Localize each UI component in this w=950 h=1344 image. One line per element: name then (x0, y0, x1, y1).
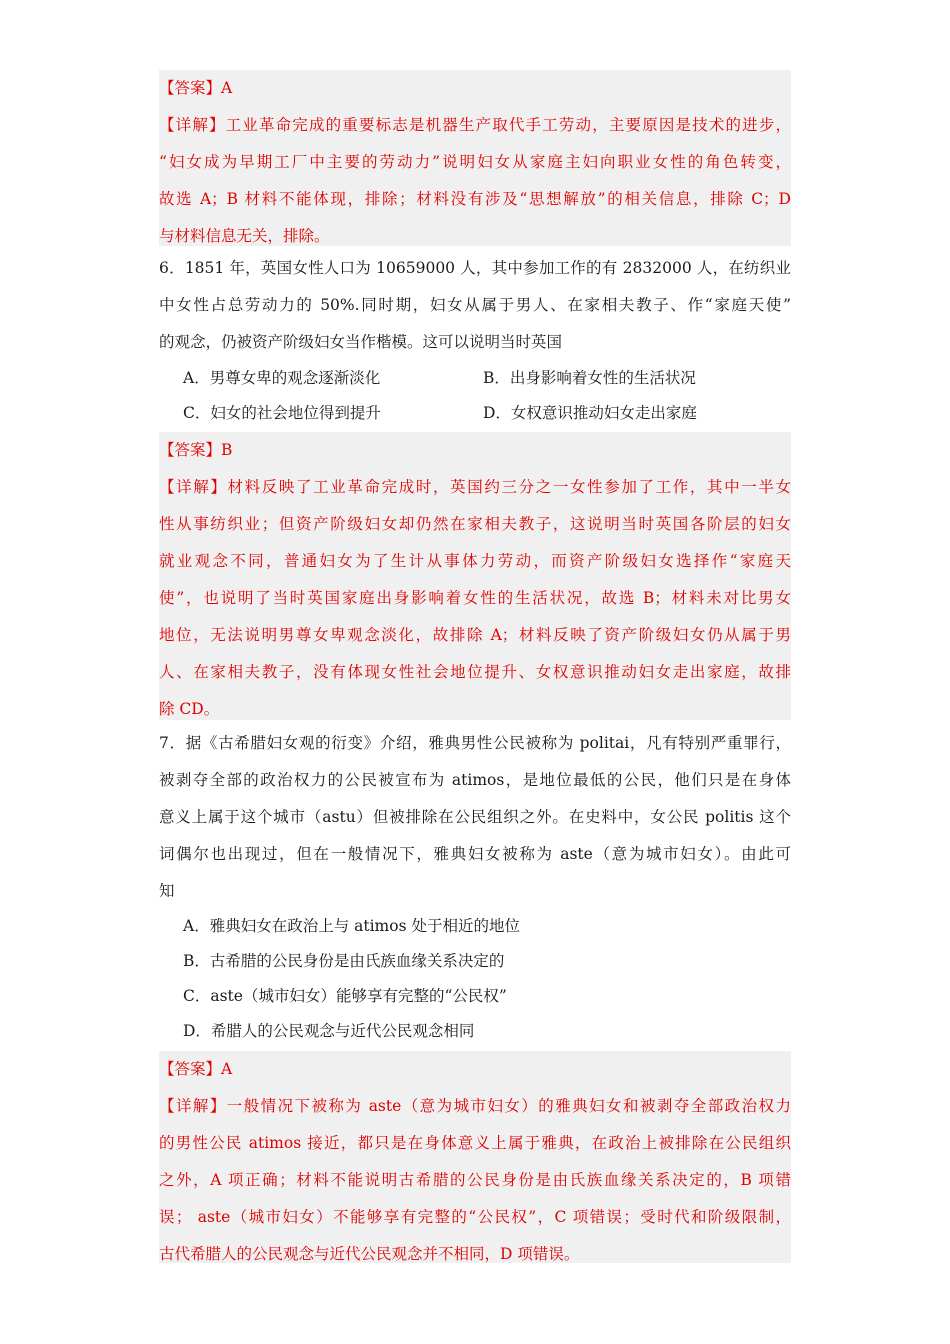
stem-line: 7．据《古希腊妇女观的衍变》介绍，雅典男性公民被称为 politai，凡有特别严重罪行， (159, 734, 791, 752)
option-b: B．古希腊的公民身份是由氏族血缘关系决定的 (183, 952, 505, 970)
detail-line: 故选 A；B 材料不能体现，排除；材料没有涉及“思想解放”的相关信息，排除 C；D (159, 190, 791, 208)
q7-answer-box (159, 1051, 791, 1263)
stem-line: 意义上属于这个城市（astu）但被排除在公民组织之外。在史料中，女公民 politis 这个 (159, 808, 791, 826)
detail-line: 性从事纺织业；但资产阶级妇女却仍然在家相夫教子，这说明当时英国各阶层的妇女 (159, 515, 791, 533)
detail-line: 【详解】材料反映了工业革命完成时，英国约三分之一女性参加了工作，其中一半女 (159, 478, 791, 496)
detail-line: 就业观念不同，普通妇女为了生计从事体力劳动，而资产阶级妇女选择作“家庭天 (159, 552, 791, 570)
detail-line: 误； aste（城市妇女）不能够享有完整的“公民权”，C 项错误；受时代和阶级限制， (159, 1208, 791, 1226)
detail-line: 人、在家相夫教子，没有体现女性社会地位提升、女权意识推动妇女走出家庭，故排 (159, 663, 791, 681)
question-6-stem (159, 250, 791, 361)
detail-line: 使”，也说明了当时英国家庭出身影响着女性的生活状况，故选 B；材料未对比男女 (159, 589, 791, 607)
option-a: A．雅典妇女在政治上与 atimos 处于相近的地位 (183, 917, 520, 935)
stem-line: 的观念，仍被资产阶级妇女当作楷模。这可以说明当时英国 (159, 333, 563, 351)
question-7-options (183, 909, 783, 1049)
option-d: D．女权意识推动妇女走出家庭 (483, 404, 697, 422)
detail-line: 与材料信息无关，排除。 (159, 227, 330, 245)
stem-line: 知 (159, 882, 175, 900)
detail-line: 古代希腊人的公民观念与近代公民观念并不相同，D 项错误。 (159, 1245, 580, 1263)
detail-line: 的男性公民 atimos 接近，都只是在身体意义上属于雅典，在政治上被排除在公民组织 (159, 1134, 791, 1152)
detail-line: 地位，无法说明男尊女卑观念淡化，故排除 A；材料反映了资产阶级妇女仍从属于男 (159, 626, 791, 644)
detail-line: “妇女成为早期工厂中主要的劳动力”说明妇女从家庭主妇向职业女性的角色转变， (159, 153, 791, 171)
stem-line: 中女性占总劳动力的 50%.同时期，妇女从属于男人、在家相夫教子、作“家庭天使” (159, 296, 791, 314)
option-b: B．出身影响着女性的生活状况 (483, 369, 696, 387)
answer-label: 【答案】A (159, 79, 233, 97)
detail-line: 【详解】工业革命完成的重要标志是机器生产取代手工劳动，主要原因是技术的进步， (159, 116, 791, 134)
answer-label: 【答案】B (159, 441, 233, 459)
option-d: D．希腊人的公民观念与近代公民观念相同 (183, 1022, 475, 1040)
stem-line: 6．1851 年，英国女性人口为 10659000 人，其中参加工作的有 2832000 人，在纺织业 (159, 259, 791, 277)
option-c: C．妇女的社会地位得到提升 (183, 404, 381, 422)
question-6-options (183, 361, 783, 431)
detail-line: 之外，A 项正确；材料不能说明古希腊的公民身份是由氏族血缘关系决定的，B 项错 (159, 1171, 791, 1189)
q5-answer-box (159, 70, 791, 246)
option-c: C．aste（城市妇女）能够享有完整的“公民权” (183, 987, 507, 1005)
question-7-stem (159, 725, 791, 910)
detail-line: 【详解】一般情况下被称为 aste（意为城市妇女）的雅典妇女和被剥夺全部政治权力 (159, 1097, 791, 1115)
q6-answer-box (159, 432, 791, 720)
stem-line: 词偶尔也出现过，但在一般情况下，雅典妇女被称为 aste（意为城市妇女）。由此可 (159, 845, 791, 863)
answer-label: 【答案】A (159, 1060, 233, 1078)
stem-line: 被剥夺全部的政治权力的公民被宣布为 atimos，是地位最低的公民，他们只是在身体 (159, 771, 791, 789)
option-a: A．男尊女卑的观念逐渐淡化 (183, 369, 381, 387)
detail-line: 除 CD。 (159, 700, 220, 718)
